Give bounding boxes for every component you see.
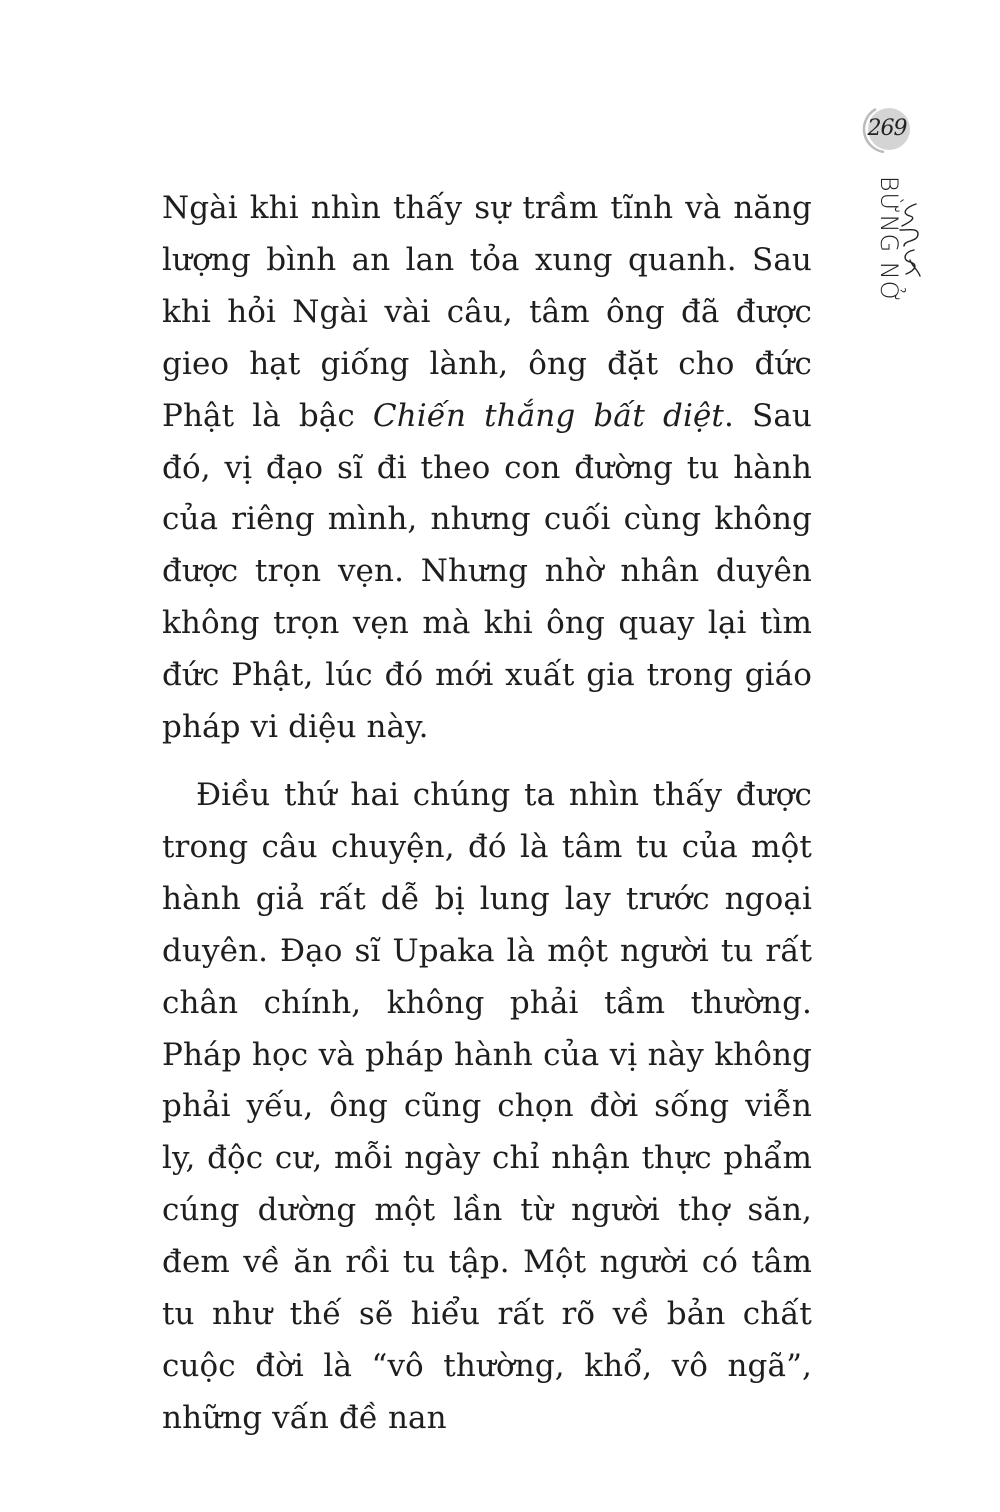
paragraph-1-end: . Sau đó, vị đạo sĩ đi theo con đường tu hành của riêng mình, nhưng cuối cùng không được trọn vẹn. Nhưng nhờ nhân duyên không trọn vẹn mà khi ông quay lại tìm đức Phật, lúc đó mới xuất gia trong giáo pháp vi diệu này.	[162, 397, 812, 746]
paragraph-1-start: Ngài khi nhìn thấy sự trầm tĩnh và năng lượng bình an lan tỏa xung quanh. Sau khi hỏi Ngài vài câu, tâm ông đã được gieo hạt giống lành, ông đặt cho đức Phật là bậc	[162, 190, 812, 434]
page-number-badge	[862, 104, 912, 154]
page-number: 269	[867, 116, 907, 141]
paragraph-2: Điều thứ hai chúng ta nhìn thấy được trong câu chuyện, đó là tâm tu của một hành giả rất dễ bị lung lay trước ngoại duyên. Đạo sĩ Upaka là một người tu rất chân chính, không phải tầm thường. Pháp học và pháp hành của vị này không phải yếu, ông cũng chọn đời sống viễn ly, độc cư, mỗi ngày chỉ nhận thực phẩm cúng dường một lần từ người thợ săn, đem về ăn rồi tu tập. Một người có tâm tu như thế sẽ hiểu rất rõ về bản chất cuộc đời là “vô thường, khổ, vô ngã”, những vấn đề nan	[162, 776, 812, 1436]
book-title: BỪNG NỞ	[875, 175, 903, 305]
paragraph-1	[162, 183, 812, 754]
author-signature-icon	[896, 200, 924, 280]
body-text	[162, 183, 812, 1445]
emphasized-phrase: Chiến thắng bất diệt	[372, 397, 724, 434]
